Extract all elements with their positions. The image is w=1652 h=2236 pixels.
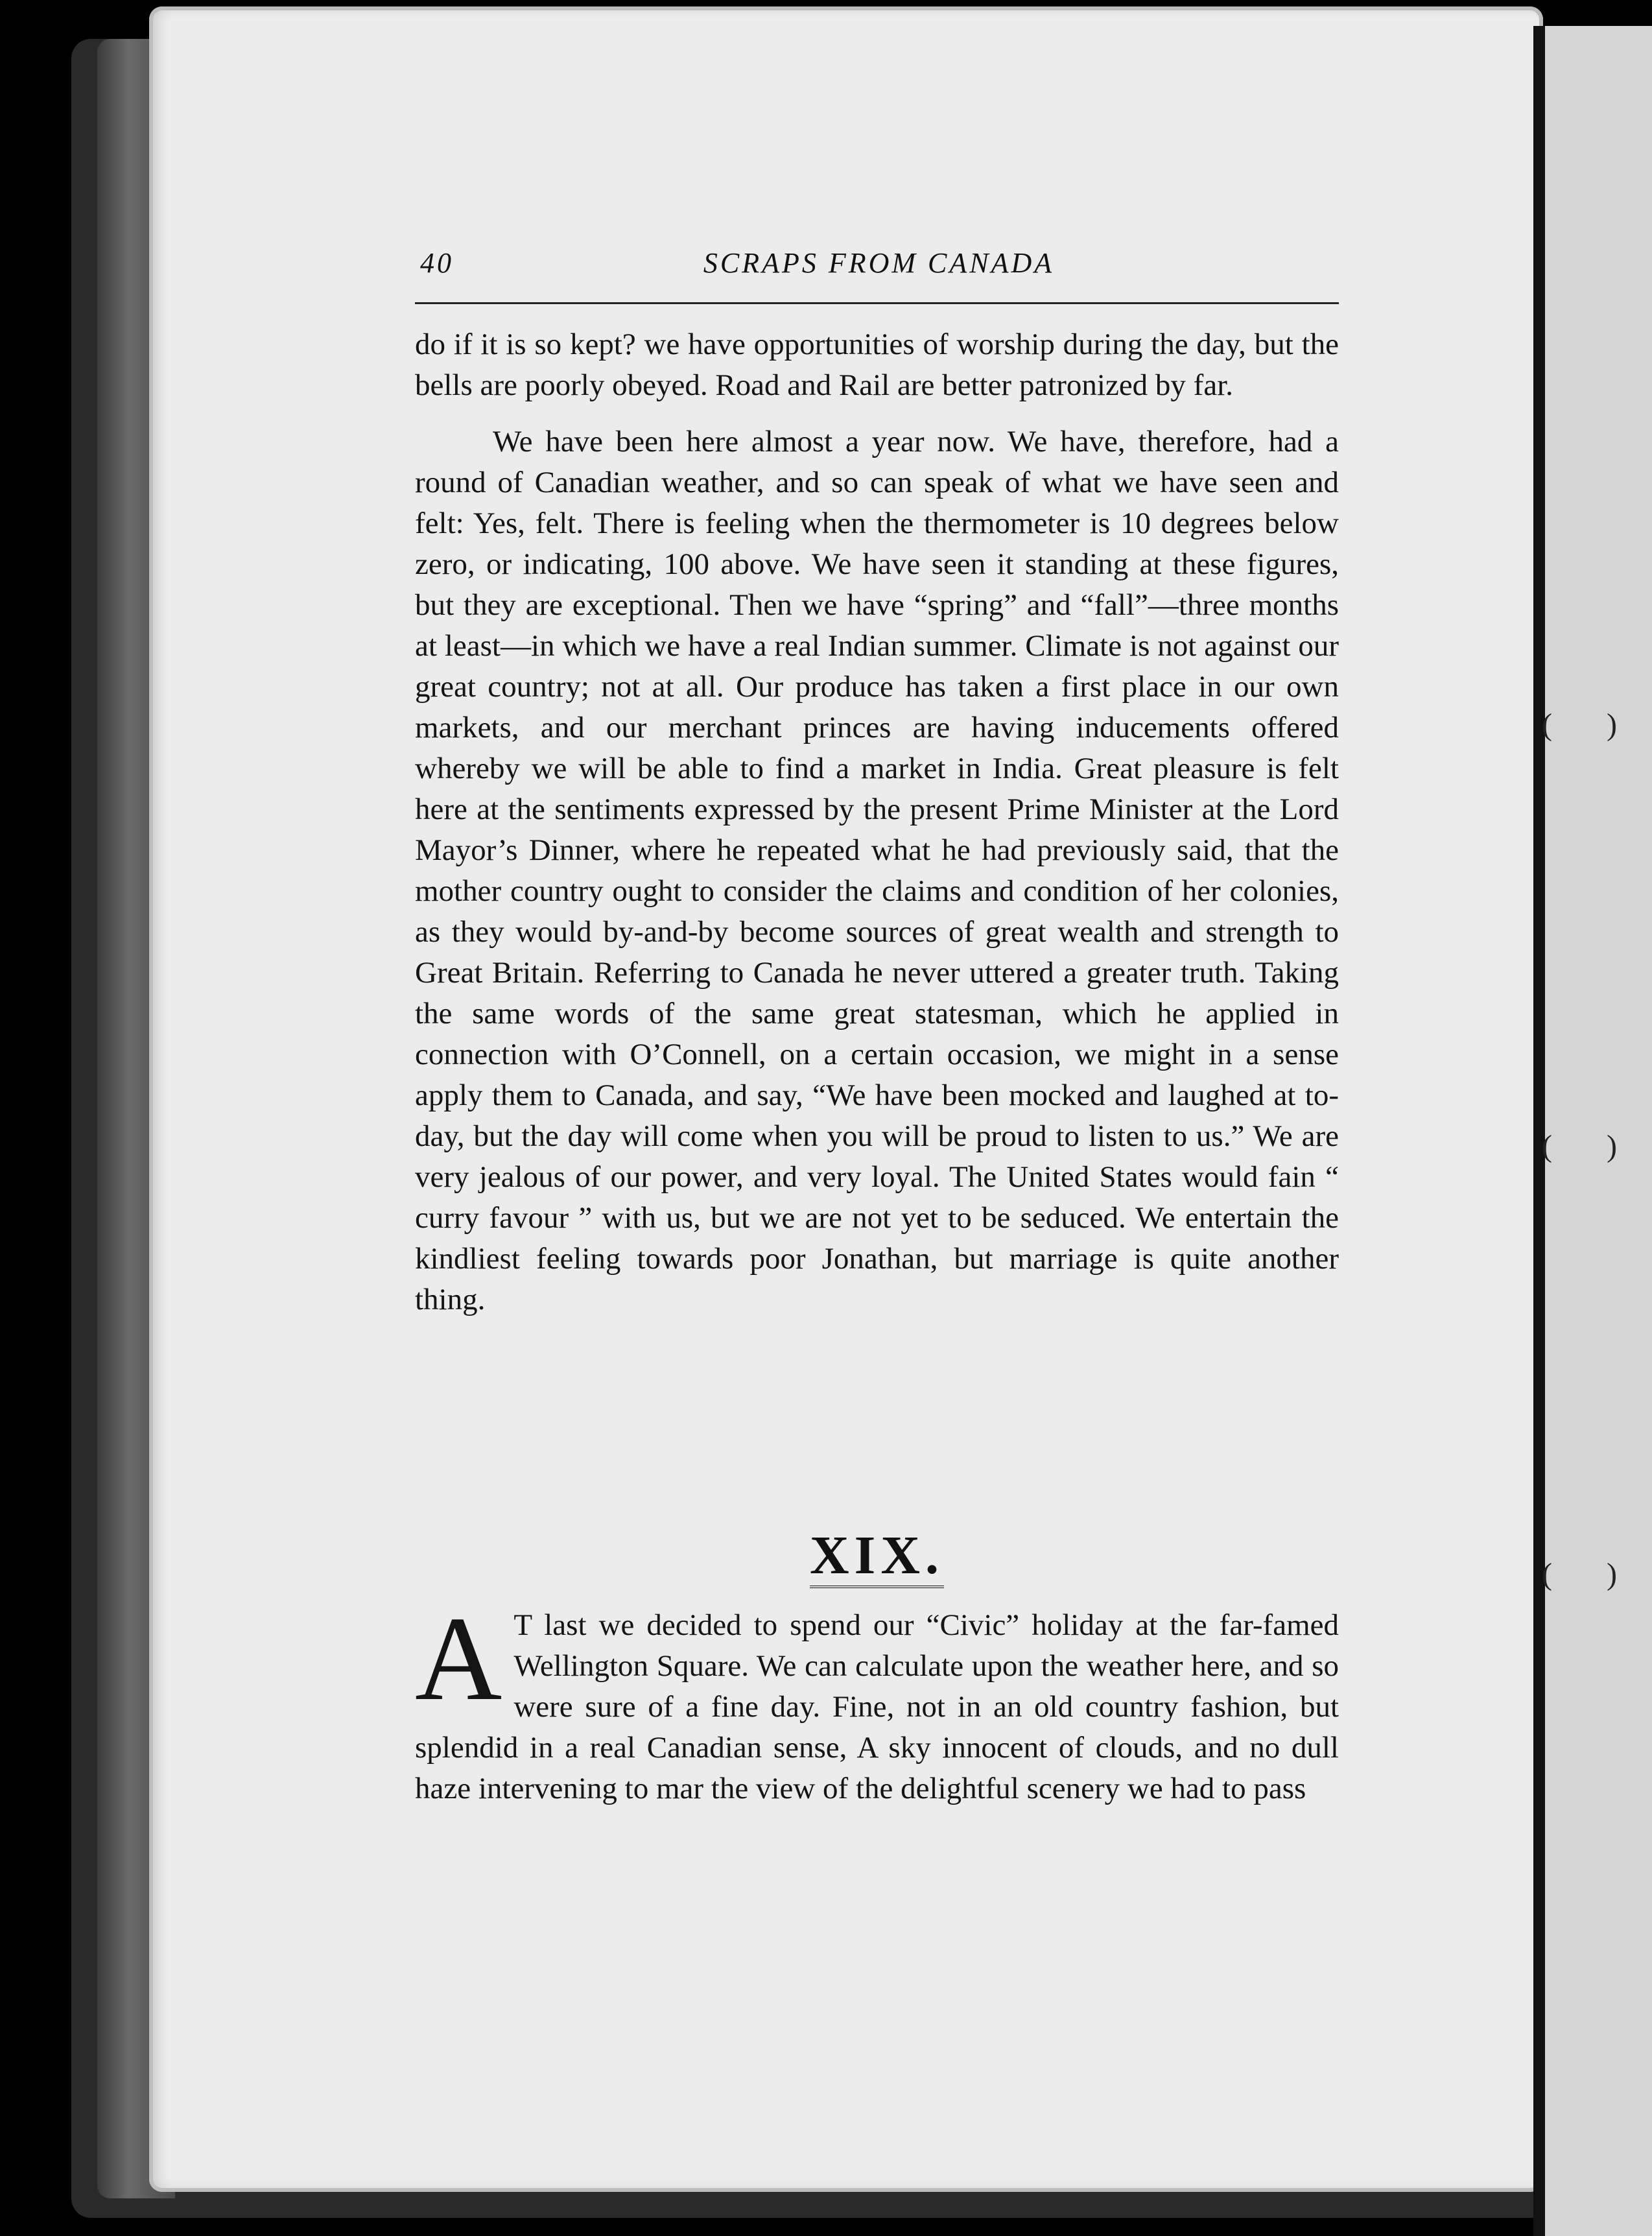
paren-mark-left-2: ( bbox=[1542, 1129, 1552, 1163]
facing-page-edge bbox=[1533, 26, 1652, 2236]
paren-mark-right-1: ) bbox=[1607, 708, 1617, 742]
paren-mark-right-2: ) bbox=[1607, 1129, 1617, 1163]
body-text bbox=[415, 324, 1339, 1320]
page-number: 40 bbox=[420, 247, 454, 279]
paren-mark-right-3: ) bbox=[1607, 1557, 1617, 1591]
paren-mark-left-3: ( bbox=[1542, 1557, 1552, 1591]
chapter-heading bbox=[415, 1524, 1339, 1587]
paragraph-2: We have been here almost a year now. We have, therefore, had a round of Canadian weather, and so can speak of what we have seen and felt: Yes, felt. There is feeling when the thermometer is 10 degrees below zero, or indicating, 100 above. We have seen it standing at these figures, but they are exceptional. Then we have “spring” and “fall”—three months at least—in which we have a real Indian summer. Climate is not against our great country; not at all. Our produce has taken a first place in our own markets, and our merchant princes are having inducements offered whereby we will be able to find a market in India. Great pleasure is felt here at the sentiments expressed by the present Prime Minister at the Lord Mayor’s Dinner, where he repeated what he had previously said, that the mother country ought to consider the claims and condition of her colonies, as they would by-and-by become sources of great wealth and strength to Great Britain. Referring to Canada he never uttered a greater truth. Taking the same words of the same great statesman, which he applied in connection with O’Connell, on a certain occasion, we might in a sense apply them to Canada, and say, “We have been mocked and laughed at to-day, but the day will come when you will be proud to listen to us.” We are very jealous of our power, and very loyal. The United States would fain “ curry favour ” with us, but we are not yet to be seduced. We entertain the kindliest feeling towards poor Jonathan, but marriage is quite another thing. bbox=[415, 425, 1339, 1316]
chapter-number: XIX. bbox=[810, 1525, 944, 1588]
running-header bbox=[420, 246, 1338, 285]
chapter-paragraph: T last we decided to spend our “Civic” holiday at the far-famed Wellington Square. We can calculate upon the weather here, and so were sure of a fine day. Fine, not in an old country fashion, but splendid in a real Canadian sense, A sky innocent of clouds, and no dull haze intervening to mar the view of the delightful scenery we had to pass bbox=[415, 1608, 1339, 1805]
chapter-text bbox=[415, 1592, 1339, 1809]
paren-mark-left-1: ( bbox=[1542, 708, 1552, 742]
running-title: SCRAPS FROM CANADA bbox=[703, 247, 1055, 279]
drop-cap: A bbox=[415, 1592, 502, 1726]
header-rule bbox=[415, 302, 1339, 304]
paragraph-1: do if it is so kept? we have opportunities of worship during the day, but the bells are poorly obeyed. Road and Rail are better patronized by far. bbox=[415, 327, 1339, 402]
